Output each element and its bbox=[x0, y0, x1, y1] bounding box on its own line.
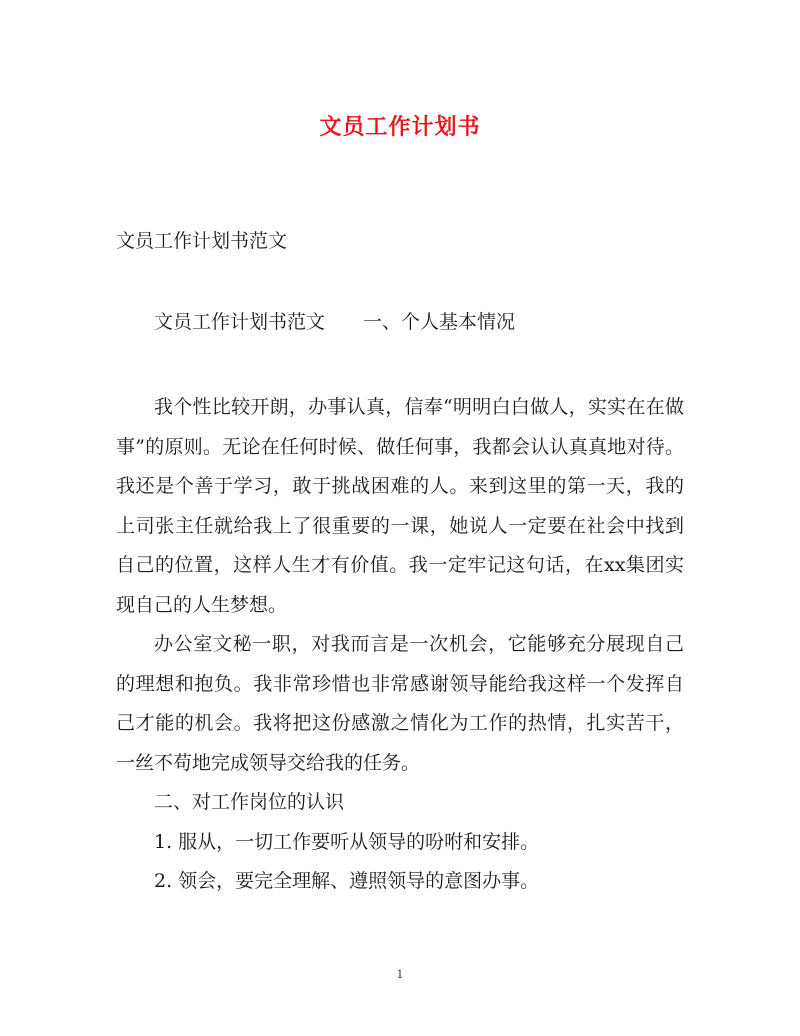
page-number: 1 bbox=[396, 968, 404, 981]
section-heading-personal-info: 文员工作计划书范文 一、个人基本情况 bbox=[154, 311, 516, 333]
paragraph-personality: 我个性比较开朗，办事认真，信奉“明明白白做人，实实在在做事”的原则。无论在任何时候、做任何事，我都会认认真真地对待。我还是个善于学习，敢于挑战困难的人。来到这里的第一天，我的上司张主任就给我上了很重要的一课，她说人一定要在社会中找到自己的位置，这样人生才有价值。我一定牢记这句话，在xx集团实现自己的人生梦想。 bbox=[116, 396, 684, 616]
section-heading-job-understanding: 二、对工作岗位的认识 bbox=[154, 791, 345, 813]
document-subtitle: 文员工作计划书范文 bbox=[116, 230, 288, 252]
list-item-obey: 1. 服从，一切工作要听从领导的吩咐和安排。 bbox=[154, 830, 540, 853]
paragraph-opportunity: 办公室文秘一职，对我而言是一次机会，它能够充分展现自己的理想和抱负。我非常珍惜也非常感谢领导能给我这样一个发挥自己才能的机会。我将把这份感激之情化为工作的热情，扎实苦干，一丝不苟地完成领导交给我的任务。 bbox=[116, 633, 684, 774]
list-item-comprehend: 2. 领会，要完全理解、遵照领导的意图办事。 bbox=[154, 870, 540, 892]
document-body bbox=[116, 388, 684, 902]
document-title: 文员工作计划书 bbox=[319, 114, 481, 140]
